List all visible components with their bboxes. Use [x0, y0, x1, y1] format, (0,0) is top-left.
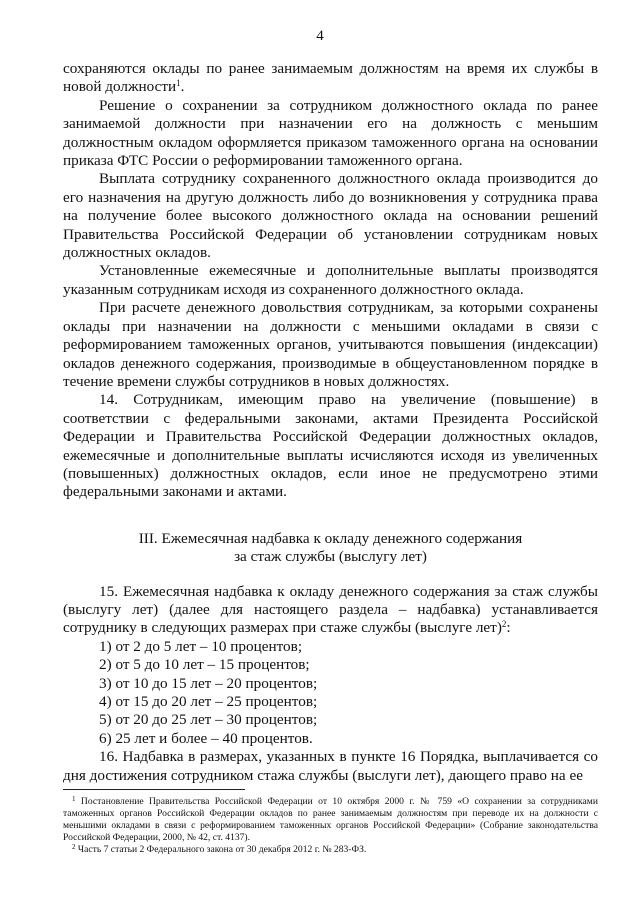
footnote-mark: 1 — [72, 795, 76, 803]
seniority-list — [63, 638, 598, 748]
paragraph-decision: Решение о сохранении за сотрудником должностного оклада по ранее занимаемой должности при назначении его на должность с меньшим должностным окладом оформляется приказом таможенного органа на основании приказа ФТС России о реформировании таможенного органа. — [63, 96, 598, 170]
paragraph-text: сохраняются оклады по ранее занимаемым должностям на время их службы в новой должности — [63, 60, 598, 96]
footnote-text: Часть 7 статьи 2 Федерального закона от 30 декабря 2012 г. № 283-ФЗ. — [75, 844, 367, 855]
list-item: 4) от 15 до 20 лет – 25 процентов; — [99, 693, 318, 710]
footnote-ref-2[interactable]: 2 — [501, 619, 507, 630]
section-title — [63, 530, 598, 567]
footnote-text: Постановление Правительства Российской Федерации от 10 октября 2000 г. № 759 «О сохранении за сотрудниками таможенных органов Российской Федерации окладов по ранее занимаемым должностям при переводе их на должности с меньшими окладами в связи с реформированием таможенных органов Российской Федерации» (Собрание законодательства Российской Федерации, 2000, № 42, ст. 4137). — [63, 796, 598, 843]
list-item: 2) от 5 до 10 лет – 15 процентов; — [99, 656, 310, 674]
paragraph-text: 15. Ежемесячная надбавка к окладу денежного содержания за стаж службы (выслугу лет) (далее для настоящего раздела – надбавка) устанавливается сотруднику в следующих размерах при стаже службы (выслуге лет) — [63, 582, 598, 637]
paragraph-14: 14. Сотрудникам, имеющим право на увеличение (повышение) в соответствии с федеральными законами, актами Президента Российской Федерации и Правительства Российской Федерации должностных окладов, ежемесячные и дополнительные выплаты исчисляются исходя из увеличенных (повышенных) должностных окладов, если иное не предусмотрено этими федеральными законами и актами. — [63, 391, 598, 501]
footnote-1 — [63, 796, 598, 844]
paragraph-calculation: При расчете денежного довольствия сотрудникам, за которыми сохранены оклады при назначении на должности с меньшими окладами в связи с реформированием таможенных органов, учитываются повышения (индексации) окладов денежного содержания, производимые в общеустановленном порядке в течение времени службы сотрудников в новых должностях. — [63, 299, 598, 390]
footnote-mark: 2 — [72, 843, 76, 851]
footnote-divider — [63, 789, 245, 790]
list-item: 3) от 10 до 15 лет – 20 процентов; — [99, 674, 318, 692]
section-title-line-1: III. Ежемесячная надбавка к окладу денежного содержания — [138, 529, 523, 547]
paragraph-tail: : — [506, 619, 511, 637]
footnotes — [63, 796, 598, 856]
section-title-line-2: за стаж службы (выслугу лет) — [234, 548, 427, 566]
footnote-ref-1[interactable]: 1 — [176, 78, 181, 89]
list-item: 1) от 2 до 5 лет – 10 процентов; — [99, 637, 303, 655]
footnote-2 — [63, 844, 598, 856]
page-number: 4 — [316, 28, 324, 44]
paragraph-monthly-payments: Установленные ежемесячные и дополнительные выплаты производятся указанным сотрудникам исходя из сохраненного должностного оклада. — [63, 262, 598, 298]
paragraph-tail: . — [180, 78, 185, 96]
list-item: 6) 25 лет и более – 40 процентов. — [99, 729, 313, 747]
paragraph-continued — [63, 60, 598, 97]
paragraph-15 — [63, 583, 598, 638]
paragraph-payment: Выплата сотруднику сохраненного должностного оклада производится до его назначения на другую должность либо до возникновения у сотрудника права на получение более высокого должностного оклада на основании решений Правительства Российской Федерации об установлении сотрудникам новых должностных окладов. — [63, 170, 598, 262]
document-body — [63, 60, 598, 785]
list-item: 5) от 20 до 25 лет – 30 процентов; — [99, 711, 318, 729]
paragraph-16: 16. Надбавка в размерах, указанных в пункте 16 Порядка, выплачивается со дня достижения сотрудником стажа службы (выслуги лет), дающего право на ее — [63, 748, 598, 784]
